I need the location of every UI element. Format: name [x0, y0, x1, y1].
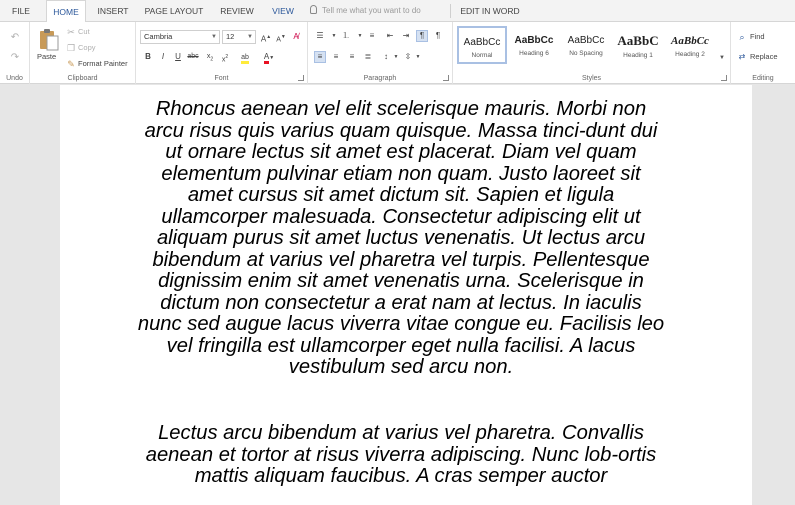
highlighter-icon: ab — [241, 54, 249, 64]
tab-home[interactable]: HOME — [46, 0, 86, 23]
document-paragraph[interactable]: Rhoncus aenean vel elit scelerisque mauris. Morbi non arcu risus quis varius quam quisque. Massa tinci-dunt dui ut ornare lectus sit amet est placerat. Diam vel quam elementum pulvinar etiam non quam. Justo laoreet sit amet cursus sit amet dictum sit. Sapien et ligula ullamcorper malesuada. Consectetur adipiscing elit ut aliquam purus sit amet luctus venenatis. Ut lectus arcu bibendum at varius vel pharetra vel turpis. Pellentesque dignissim enim sit amet venenatis urna. Scelerisque in dictum non consectetur a erat nam at lectus. In iaculis nunc sed augue lacus viverra vitae congue eu. Facilisis leo vel fringilla est ullamcorper eget nulla facilisi. A lacus vestibulum sed arcu non. — [137, 98, 665, 378]
bullets-icon[interactable]: ☰ — [316, 31, 324, 40]
style-heading-1[interactable] — [613, 26, 663, 64]
group-label-clipboard: Clipboard — [67, 75, 98, 82]
tab-review[interactable]: REVIEW — [220, 6, 254, 16]
replace-button[interactable] — [737, 51, 793, 63]
style-no-spacing[interactable] — [561, 26, 611, 64]
tell-me-box[interactable] — [310, 0, 421, 22]
style-name: Heading 1 — [623, 52, 653, 59]
strikethrough-icon[interactable]: abc — [187, 53, 199, 60]
numbering-icon[interactable]: ⒈ — [342, 31, 350, 40]
paragraph-dialog-launcher-icon[interactable] — [443, 75, 449, 81]
ribbon-tab-bar — [0, 0, 795, 22]
clear-formatting-icon[interactable]: A̸ — [293, 32, 299, 41]
chevron-down-icon[interactable]: ▼ — [331, 33, 337, 39]
font-color-button[interactable]: A▼ — [260, 51, 278, 63]
find-label: Find — [750, 32, 765, 41]
style-name: No Spacing — [569, 50, 603, 57]
ltr-direction-icon[interactable]: ¶ — [416, 30, 428, 42]
copy-icon: ❐ — [66, 43, 76, 53]
document-paragraph[interactable]: Lectus arcu bibendum at varius vel pharetra. Convallis aenean et tortor at risus viverra adipiscing. Nunc lob-ortis mattis aliquam faucibus. A cras semper auctor — [145, 422, 657, 487]
font-color-icon: A — [264, 52, 269, 64]
styles-dialog-launcher-icon[interactable] — [721, 75, 727, 81]
group-label-styles: Styles — [581, 75, 602, 82]
style-sample: AaBbCc — [514, 35, 554, 46]
multilevel-list-icon[interactable]: ≡ — [369, 31, 375, 40]
group-label-editing: Editing — [752, 75, 774, 82]
style-sample: AaBbCc — [463, 37, 501, 48]
style-name: Normal — [471, 52, 493, 59]
find-button[interactable] — [737, 31, 787, 43]
undo-icon[interactable]: ↶ — [10, 32, 20, 43]
cut-label: Cut — [78, 27, 90, 36]
style-sample: AaBbC — [617, 33, 659, 48]
lightbulb-icon — [310, 5, 317, 14]
align-right-icon[interactable]: ≡ — [349, 52, 355, 61]
group-paragraph — [308, 22, 453, 84]
font-name-value: Cambria — [144, 32, 173, 41]
italic-icon[interactable]: I — [161, 52, 165, 61]
font-size-value: 12 — [226, 32, 235, 41]
underline-icon[interactable]: U — [175, 52, 181, 61]
document-workspace — [0, 85, 795, 505]
replace-label: Replace — [750, 52, 778, 61]
grow-font-icon[interactable]: A▲ — [260, 34, 272, 44]
chevron-down-icon[interactable]: ▼ — [415, 54, 421, 60]
highlight-color-button[interactable] — [236, 51, 254, 63]
document-page[interactable] — [60, 85, 752, 505]
cut-button[interactable] — [66, 26, 126, 38]
format-painter-button[interactable] — [66, 58, 134, 70]
line-spacing-icon[interactable]: ↕ — [384, 52, 388, 61]
font-name-select[interactable] — [140, 30, 220, 44]
search-icon: ⌕ — [739, 32, 745, 42]
group-styles — [453, 22, 731, 84]
chevron-down-icon[interactable]: ▼ — [393, 54, 399, 60]
group-font — [136, 22, 308, 84]
superscript-icon[interactable]: $x^2$ — [221, 54, 229, 64]
align-center-icon[interactable]: ≡ — [333, 52, 339, 61]
brush-icon: ✎ — [67, 59, 75, 69]
tab-divider — [450, 4, 451, 18]
align-left-icon[interactable]: ≡ — [314, 51, 326, 63]
style-normal[interactable] — [457, 26, 507, 64]
tab-file[interactable]: FILE — [12, 6, 30, 16]
replace-icon: ⇄ — [738, 52, 746, 61]
chevron-down-icon: ▼ — [211, 34, 217, 40]
clipboard-icon — [38, 28, 60, 52]
redo-icon[interactable]: ↷ — [10, 52, 20, 63]
scissors-icon: ✂ — [67, 27, 75, 37]
group-clipboard — [30, 22, 136, 84]
chevron-down-icon[interactable]: ▼ — [357, 33, 363, 39]
shrink-font-icon[interactable]: A▼ — [276, 34, 286, 44]
style-heading-6[interactable] — [509, 26, 559, 64]
bold-icon[interactable]: B — [145, 52, 151, 61]
paste-button[interactable] — [34, 26, 64, 66]
tab-page-layout[interactable]: PAGE LAYOUT — [144, 6, 204, 16]
font-size-select[interactable] — [222, 30, 256, 44]
increase-indent-icon[interactable]: ⇥ — [402, 31, 410, 40]
tab-view[interactable]: VIEW — [272, 6, 294, 16]
style-name: Heading 6 — [519, 50, 549, 57]
copy-label: Copy — [78, 43, 96, 52]
font-dialog-launcher-icon[interactable] — [298, 75, 304, 81]
styles-more-icon[interactable]: ▼ — [719, 55, 725, 61]
tab-edit-in-word[interactable]: EDIT IN WORD — [460, 6, 520, 16]
paste-label: Paste — [37, 52, 57, 61]
copy-button[interactable] — [66, 42, 126, 54]
group-undo — [0, 22, 30, 84]
paragraph-spacing-icon[interactable]: ⇳ — [404, 52, 412, 61]
subscript-icon[interactable]: $x_2$ — [206, 53, 214, 63]
ribbon — [0, 22, 795, 84]
chevron-down-icon: ▼ — [247, 34, 253, 40]
rtl-direction-icon[interactable]: ¶ — [435, 31, 441, 40]
group-editing — [731, 22, 795, 84]
style-sample: AaBbCc — [671, 35, 709, 47]
group-label-paragraph: Paragraph — [363, 75, 397, 82]
style-name: Heading 2 — [675, 51, 705, 58]
tell-me-placeholder: Tell me what you want to do — [322, 6, 421, 15]
decrease-indent-icon[interactable]: ⇤ — [386, 31, 394, 40]
tab-insert[interactable]: INSERT — [97, 6, 129, 16]
format-painter-label: Format Painter — [78, 59, 128, 68]
style-heading-2[interactable] — [665, 26, 715, 64]
justify-icon[interactable]: ≣ — [364, 52, 372, 61]
group-label-undo: Undo — [6, 75, 23, 82]
style-sample: AaBbCc — [567, 35, 605, 46]
group-label-font: Font — [214, 75, 229, 82]
